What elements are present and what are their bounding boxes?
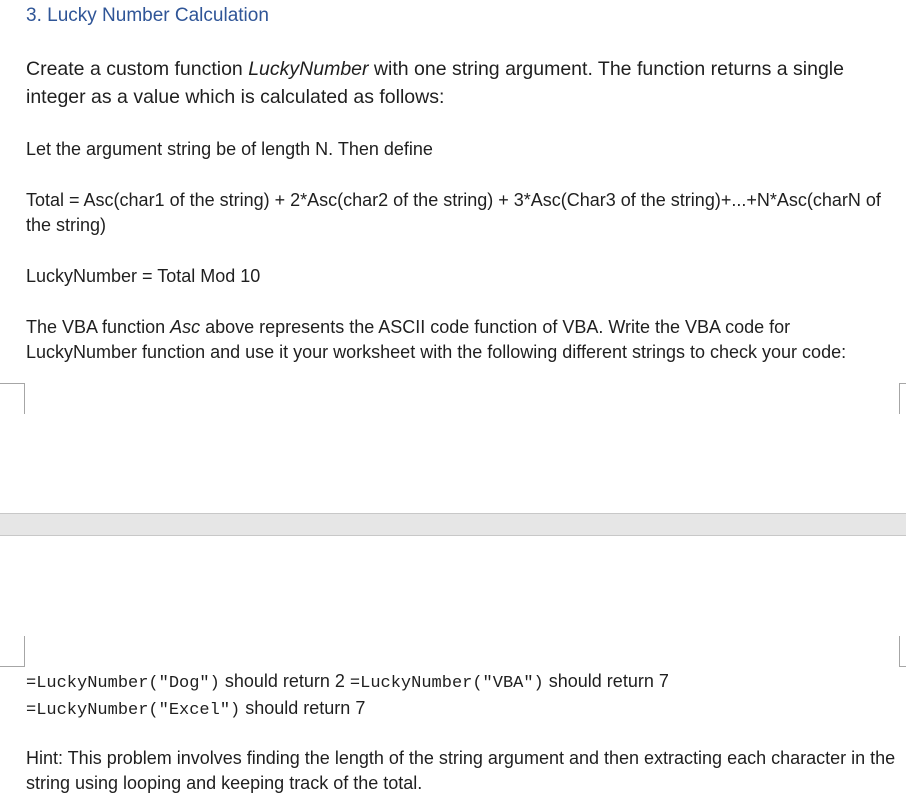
define-paragraph: Let the argument string be of length N. Then define xyxy=(26,139,433,159)
intro-text-2: with one string argument. The function returns a single integer as a value which is calculated as follows: xyxy=(26,58,844,108)
example-dog-result: should return 2 xyxy=(219,671,350,691)
page-corner-mark-bottom-right xyxy=(899,636,906,667)
function-name: LuckyNumber xyxy=(248,58,369,80)
section-heading: 3. Lucky Number Calculation xyxy=(26,5,269,26)
lucky-formula: LuckyNumber = Total Mod 10 xyxy=(26,266,261,286)
example-vba-result: should return 7 xyxy=(543,671,669,691)
example-excel-result: should return 7 xyxy=(240,698,366,718)
example-vba-code: =LuckyNumber("VBA") xyxy=(349,674,544,693)
examples-paragraph xyxy=(26,669,896,723)
page-corner-mark-top-left xyxy=(0,383,25,414)
intro-paragraph xyxy=(26,55,896,111)
page-break-gap xyxy=(0,513,906,536)
page-corner-mark-bottom-left xyxy=(0,636,25,667)
vba-note-paragraph xyxy=(26,315,896,365)
vba-note-text-1: The VBA function xyxy=(26,317,171,337)
hint-paragraph: Hint: This problem involves finding the length of the string argument and then extracting each character in the string using looping and keeping track of the total. xyxy=(26,748,896,793)
example-dog-code: =LuckyNumber("Dog") xyxy=(26,674,220,693)
page-corner-mark-top-right xyxy=(899,383,906,414)
total-formula: Total = Asc(char1 of the string) + 2*Asc(char2 of the string) + 3*Asc(Char3 of the string)+...+N*Asc(charN of the string) xyxy=(26,190,881,235)
example-excel-code: =LuckyNumber("Excel") xyxy=(26,701,241,720)
vba-note-text-2: above represents the ASCII code function of VBA. Write the VBA code for LuckyNumber function and use it your worksheet with the following different strings to check your code: xyxy=(26,317,847,362)
intro-text-1: Create a custom function xyxy=(26,58,249,80)
asc-function-name: Asc xyxy=(170,317,201,337)
